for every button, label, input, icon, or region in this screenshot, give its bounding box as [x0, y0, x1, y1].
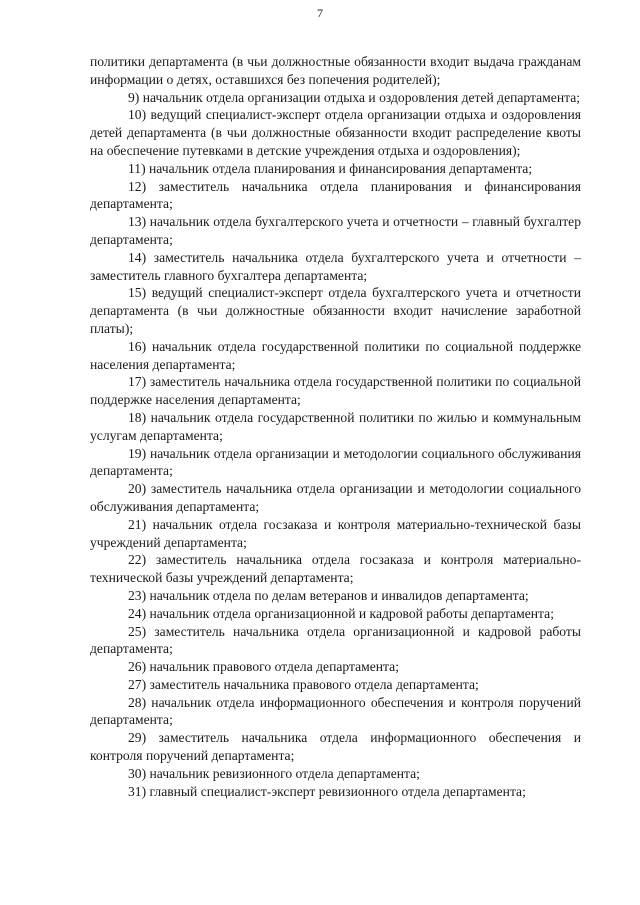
paragraph-continuation: политики департамента (в чьи должностные обязанности входит выдача гражданам информации о детях, оставшихся без попечения родителей);	[90, 54, 581, 87]
list-item-20: 20) заместитель начальника отдела организации и методологии социального обслуживания департамента;	[90, 481, 581, 514]
list-item-11: 11) начальник отдела планирования и финансирования департамента;	[128, 160, 533, 176]
list-item-29: 29) заместитель начальника отдела информационного обеспечения и контроля поручений департамента;	[90, 730, 581, 764]
list-item-10: 10) ведущий специалист-эксперт отдела организации отдыха и оздоровления детей департамента (в чьи должностные обязанности входит распределение квоты на обеспечение путевками в детские учреждения отдыха и оздоровления);	[90, 107, 581, 158]
list-item-13: 13) начальник отдела бухгалтерского учета и отчетности – главный бухгалтер департамента;	[90, 214, 581, 247]
list-item-21: 21) начальник отдела госзаказа и контроля материально-технической базы учреждений департамента;	[90, 516, 581, 550]
list-item-22: 22) заместитель начальника отдела госзаказа и контроля материально-технической базы учреждений департамента;	[90, 552, 581, 586]
list-item-27: 27) заместитель начальника правового отдела департамента;	[128, 676, 479, 692]
list-item-12: 12) заместитель начальника отдела планирования и финансирования департамента;	[90, 178, 581, 212]
list-item-25: 25) заместитель начальника отдела организационной и кадровой работы департамента;	[90, 623, 581, 657]
list-item-26: 26) начальник правового отдела департамента;	[128, 659, 399, 675]
list-item-16: 16) начальник отдела государственной политики по социальной поддержке населения департамента;	[90, 338, 581, 372]
list-item-15: 15) ведущий специалист-эксперт отдела бухгалтерского учета и отчетности департамента (в чьи должностные обязанности входит начисление заработной платы);	[90, 285, 581, 336]
list-item-14: 14) заместитель начальника отдела бухгалтерского учета и отчетности – заместитель главного бухгалтера департамента;	[90, 249, 581, 283]
list-item-31: 31) главный специалист-эксперт ревизионного отдела департамента;	[128, 783, 526, 799]
document-body	[90, 53, 581, 800]
list-item-30: 30) начальник ревизионного отдела департамента;	[128, 765, 420, 781]
list-item-18: 18) начальник отдела государственной политики по жилью и коммунальным услугам департамента;	[90, 409, 581, 443]
list-item-23: 23) начальник отдела по делам ветеранов и инвалидов департамента;	[128, 587, 529, 603]
list-item-28: 28) начальник отдела информационного обеспечения и контроля поручений департамента;	[90, 694, 581, 728]
list-item-19: 19) начальник отдела организации и методологии социального обслуживания департамента;	[90, 445, 581, 479]
list-item-17: 17) заместитель начальника отдела государственной политики по социальной поддержке населения департамента;	[90, 374, 581, 408]
page-number: 7	[317, 6, 323, 20]
list-item-9: 9) начальник отдела организации отдыха и оздоровления детей департамента;	[128, 89, 581, 105]
list-item-24: 24) начальник отдела организационной и кадровой работы департамента;	[128, 605, 554, 621]
